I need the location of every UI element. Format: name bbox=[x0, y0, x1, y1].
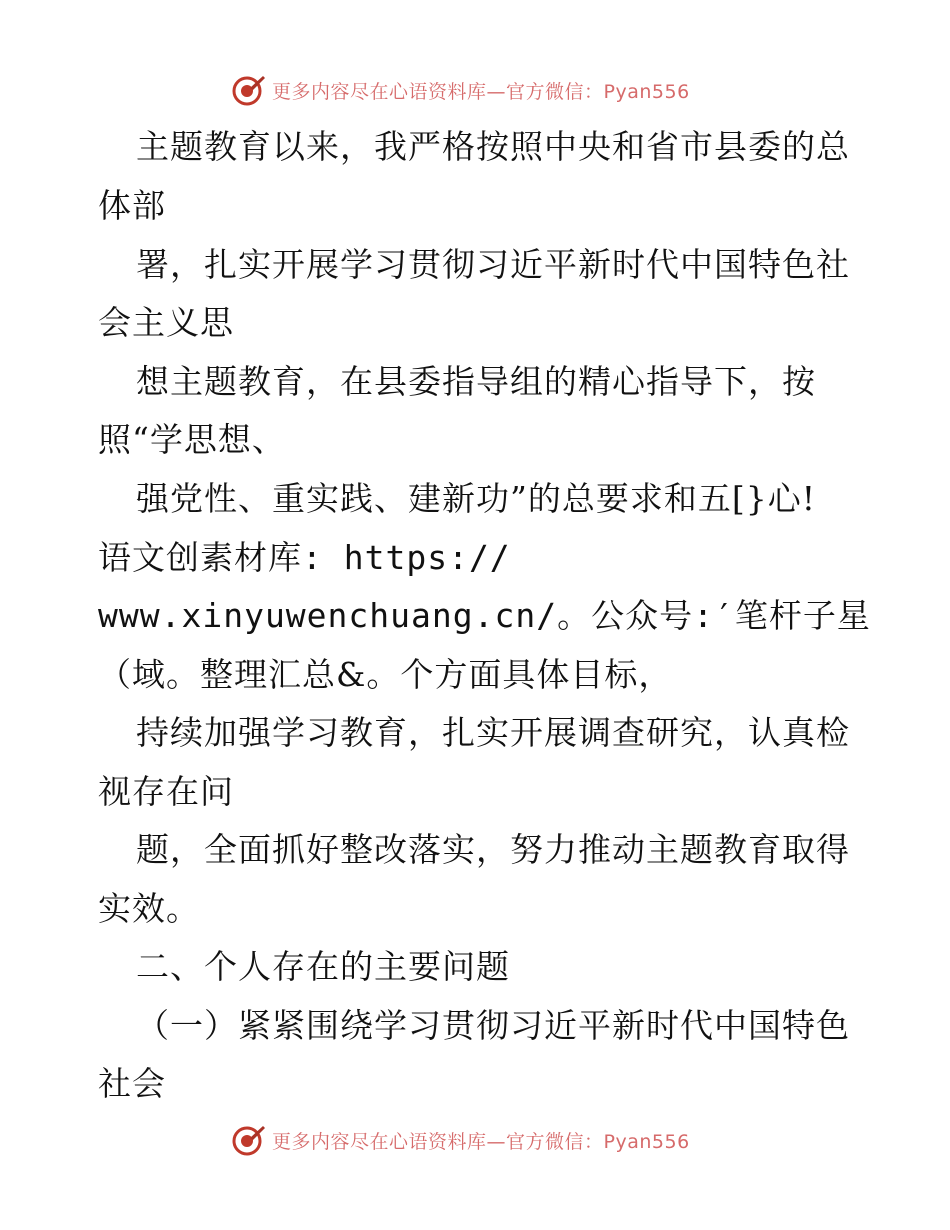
text-line: 题，全面抓好整改落实，努力推动主题教育取得 bbox=[136, 830, 850, 869]
logo-pen-circle-icon bbox=[232, 1123, 266, 1157]
logo-pen-circle-icon bbox=[232, 73, 266, 107]
header-banner-text: 更多内容尽在心语资料库—官方微信：Pyan556 bbox=[272, 80, 690, 103]
text-line: 照“学思想、 bbox=[98, 420, 286, 459]
text-line: 实效。 bbox=[98, 889, 200, 928]
footer-banner bbox=[232, 1122, 690, 1158]
text-line: 强党性、重实践、建新功”的总要求和五[}心! bbox=[136, 479, 817, 518]
section-heading: 二、个人存在的主要问题 bbox=[136, 947, 510, 986]
header-banner bbox=[232, 72, 690, 108]
text-line: 语文创素材库: https:// bbox=[98, 538, 511, 577]
subsection-heading: （一）紧紧围绕学习贯彻习近平新时代中国特色 bbox=[136, 1006, 850, 1045]
footer-banner-text: 更多内容尽在心语资料库—官方微信：Pyan556 bbox=[272, 1130, 690, 1153]
text-line: 署，扎实开展学习贯彻习近平新时代中国特色社 bbox=[136, 245, 850, 284]
text-line: 视存在问 bbox=[98, 772, 234, 811]
text-line: www.xinyuwenchuang.cn/。公众号:′笔杆子星 bbox=[98, 596, 871, 635]
text-line: 主题教育以来，我严格按照中央和省市县委的总 bbox=[136, 127, 850, 166]
text-line: 想主题教育，在县委指导组的精心指导下，按 bbox=[136, 362, 816, 401]
text-line: 持续加强学习教育，扎实开展调查研究，认真检 bbox=[136, 713, 850, 752]
text-line: 会主义思 bbox=[98, 303, 234, 342]
text-line: 体部 bbox=[98, 186, 166, 225]
text-line: 社会 bbox=[98, 1064, 166, 1103]
text-line: （域。整理汇总&。个方面具体目标， bbox=[98, 655, 673, 694]
